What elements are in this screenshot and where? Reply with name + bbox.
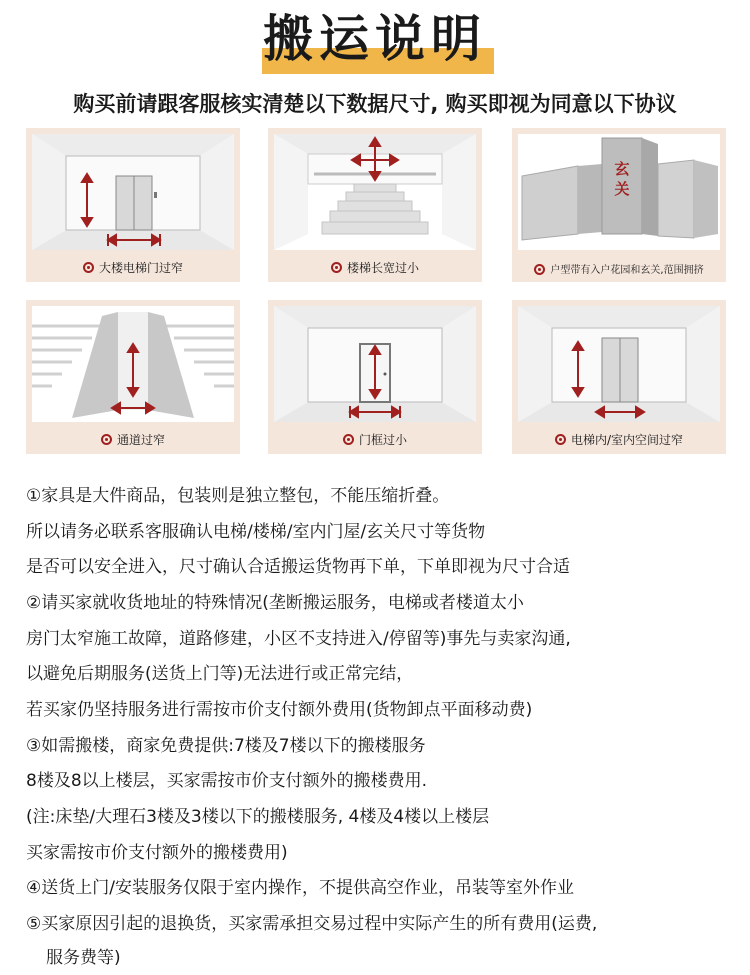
agreement-line: ⑤买家原因引起的退换货，买家需承担交易过程中实际产生的所有费用(运费,: [26, 914, 598, 934]
staircase-icon: [274, 134, 476, 250]
elevator-door-icon: [32, 134, 234, 250]
card-caption: 通道过窄: [26, 431, 240, 448]
title-area: [0, 0, 750, 82]
card-door-frame: [268, 300, 482, 454]
bullet-icon: [343, 434, 354, 445]
card-caption: 门框过小: [268, 431, 482, 448]
agreement-line: 是否可以安全进入，尺寸确认合适搬运货物再下单，下单即视为尺寸合适: [26, 557, 570, 577]
agreement-line: ④送货上门/安装服务仅限于室内操作，不提供高空作业，吊装等室外作业: [26, 878, 574, 898]
agreement-line: ③如需搬楼，商家免费提供:7楼及7楼以下的搬楼服务: [26, 736, 426, 756]
card-caption: 大楼电梯门过窄: [26, 259, 240, 276]
agreement-line: 服务费等): [46, 948, 121, 968]
bullet-icon: [101, 434, 112, 445]
card-entrance-hall: [512, 128, 726, 282]
page-title: 搬运说明: [263, 10, 487, 68]
agreement-line: ①家具是大件商品，包装则是独立整包，不能压缩折叠。: [26, 486, 450, 506]
card-elevator-interior: [512, 300, 726, 454]
card-staircase: [268, 128, 482, 282]
svg-text:玄: 玄: [614, 160, 630, 178]
page-subtitle: 购买前请跟客服核实清楚以下数据尺寸, 购买即视为同意以下协议: [73, 92, 677, 116]
bullet-icon: [83, 262, 94, 273]
bullet-icon: [555, 434, 566, 445]
agreement-line: 若买家仍坚持服务进行需按市价支付额外费用(货物卸点平面移动费): [26, 700, 533, 720]
door-frame-icon: [274, 306, 476, 422]
card-caption: 户型带有入户花园和玄关,范围拥挤: [512, 261, 726, 276]
svg-text:关: 关: [614, 180, 630, 198]
card-elevator-door: [26, 128, 240, 282]
agreement-line: (注:床垫/大理石3楼及3楼以下的搬楼服务, 4楼及4楼以上楼层: [26, 807, 490, 827]
agreement-line: 所以请务必联系客服确认电梯/楼梯/室内门屋/玄关尺寸等货物: [26, 522, 486, 542]
agreement-line: 买家需按市价支付额外的搬楼费用): [26, 843, 288, 863]
card-corridor: [26, 300, 240, 454]
bullet-icon: [534, 264, 545, 275]
card-caption: 楼梯长宽过小: [268, 259, 482, 276]
elevator-interior-icon: [518, 306, 720, 422]
bullet-icon: [331, 262, 342, 273]
corridor-icon: [32, 306, 234, 422]
agreement-line: 8楼及8以上楼层，买家需按市价支付额外的搬楼费用.: [26, 771, 428, 791]
agreement-line: ②请买家就收货地址的特殊情况(垄断搬运服务，电梯或者楼道太小: [26, 593, 524, 613]
entrance-hall-icon: [518, 134, 720, 250]
agreement-line: 以避免后期服务(送货上门等)无法进行或正常完结，: [26, 664, 414, 684]
agreement-line: 房门太窄施工故障，道路修建，小区不支持进入/停留等)事先与卖家沟通,: [26, 629, 571, 649]
card-caption: 电梯内/室内空间过窄: [512, 431, 726, 448]
